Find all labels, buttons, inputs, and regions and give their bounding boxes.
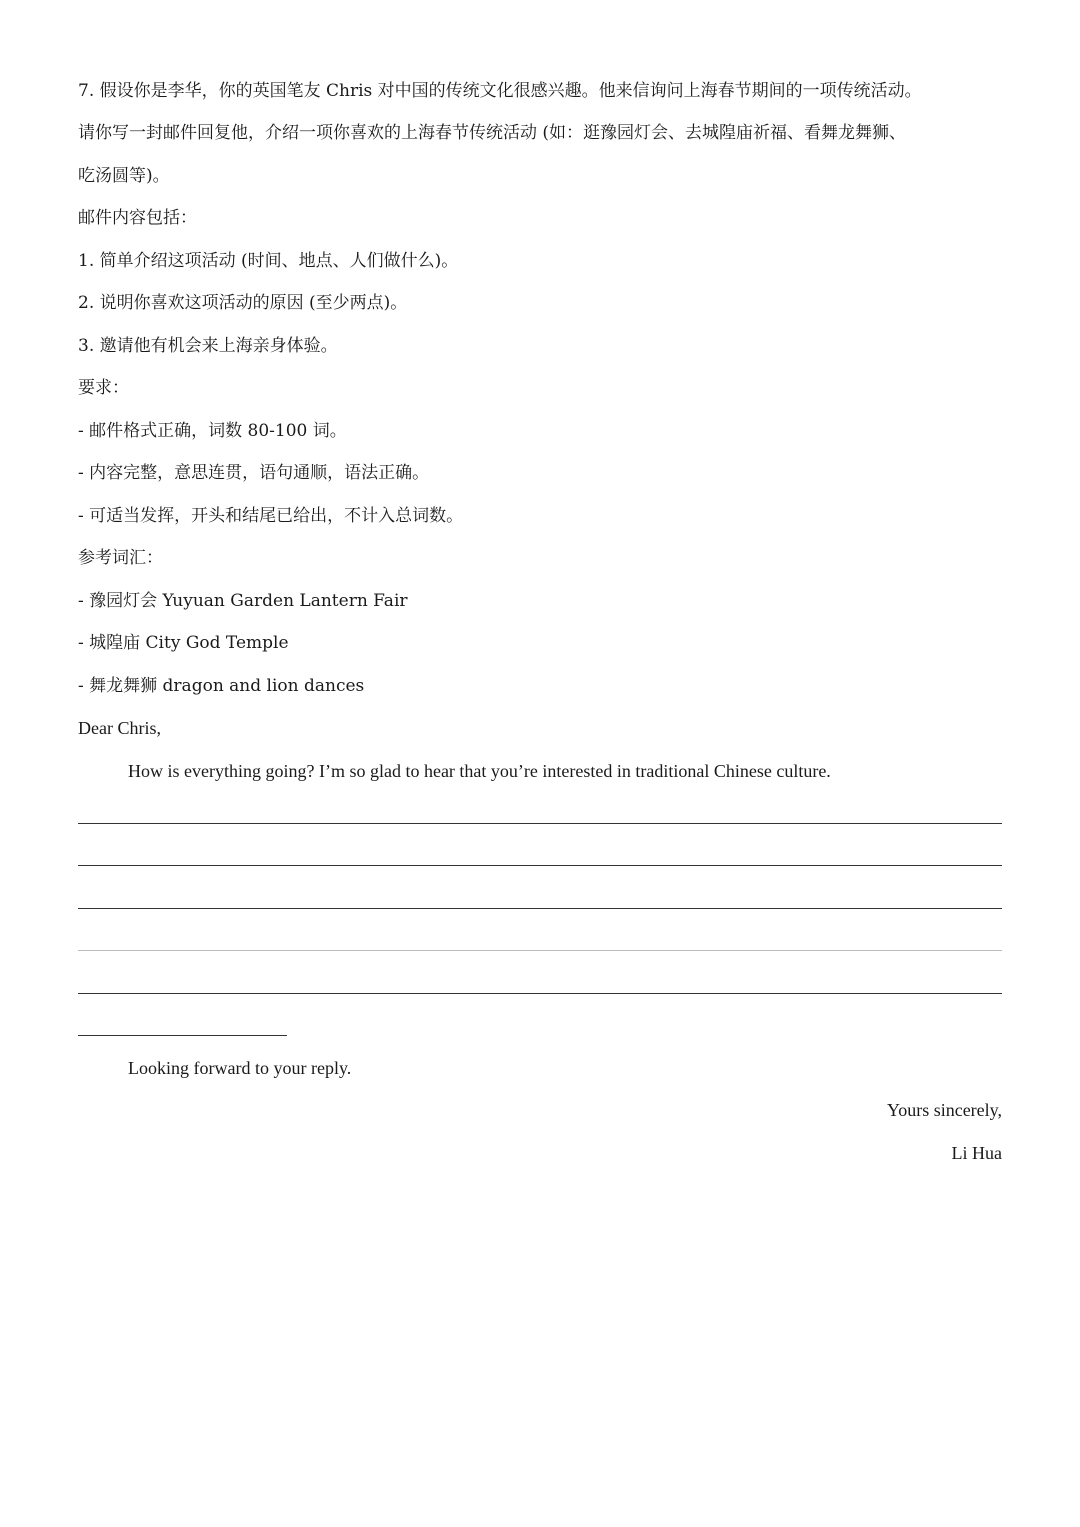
answer-line-3[interactable] <box>78 908 1002 909</box>
question-line-2: 请你写一封邮件回复他，介绍一项你喜欢的上海春节传统活动 (如：逛豫园灯会、去城隍庙祈福、看舞龙舞狮、 <box>78 123 907 143</box>
letter-sign-off: Yours sincerely, <box>887 1100 1002 1120</box>
content-item-3: 3. 邀请他有机会来上海亲身体验。 <box>78 336 338 356</box>
vocab-item-3: - 舞龙舞狮 dragon and lion dances <box>78 676 365 696</box>
vocab-heading: 参考词汇： <box>78 548 163 568</box>
answer-line-6[interactable] <box>78 1035 287 1036</box>
letter-salutation: Dear Chris, <box>78 718 161 738</box>
requirement-2: - 内容完整，意思连贯，语句通顺，语法正确。 <box>78 463 430 483</box>
vocab-item-1: - 豫园灯会 Yuyuan Garden Lantern Fair <box>78 591 408 611</box>
answer-line-5[interactable] <box>78 993 1002 994</box>
requirement-3: - 可适当发挥，开头和结尾已给出，不计入总词数。 <box>78 506 464 526</box>
letter-closing: Looking forward to your reply. <box>128 1058 352 1078</box>
content-item-1: 1. 简单介绍这项活动 (时间、地点、人们做什么)。 <box>78 251 459 271</box>
requirements-heading: 要求： <box>78 378 129 398</box>
content-heading: 邮件内容包括： <box>78 208 197 228</box>
question-line-1: 7. 假设你是李华，你的英国笔友 Chris 对中国的传统文化很感兴趣。他来信询问上海春节期间的一项传统活动。 <box>78 81 922 101</box>
vocab-item-2: - 城隍庙 City God Temple <box>78 633 289 653</box>
answer-line-4[interactable] <box>78 950 1002 951</box>
requirement-1: - 邮件格式正确，词数 80-100 词。 <box>78 421 347 441</box>
letter-opening: How is everything going? I’m so glad to hear that you’re interested in traditional Chinese culture. <box>128 761 831 781</box>
answer-line-2[interactable] <box>78 865 1002 866</box>
answer-line-1[interactable] <box>78 823 1002 824</box>
question-line-3: 吃汤圆等)。 <box>78 166 170 186</box>
letter-signature: Li Hua <box>951 1143 1002 1163</box>
content-item-2: 2. 说明你喜欢这项活动的原因 (至少两点)。 <box>78 293 408 313</box>
